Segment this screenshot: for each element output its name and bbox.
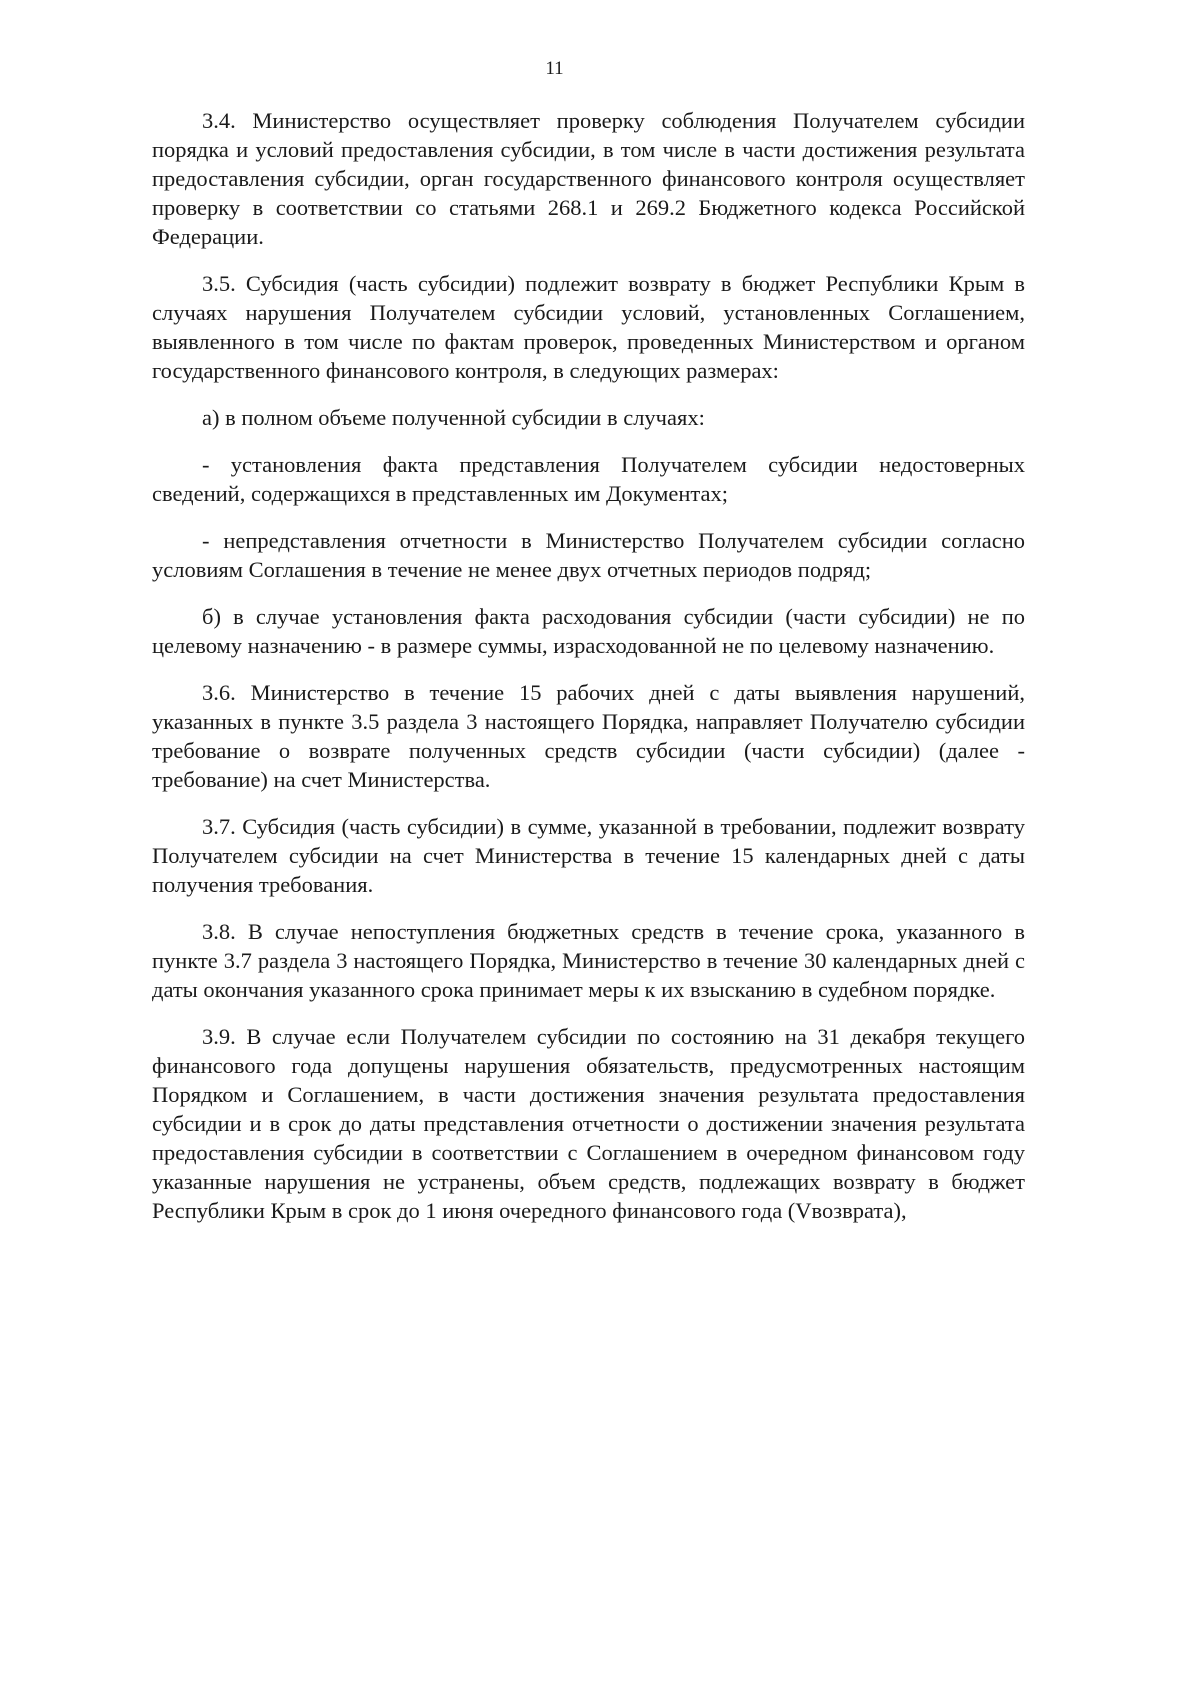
paragraph-3-8: 3.8. В случае непоступления бюджетных средств в течение срока, указанного в пункте 3.7 раздела 3 настоящего Порядка, Министерство в течение 30 календарных дней с даты окончания указанного срока принимает меры к их взысканию в судебном порядке. — [152, 919, 1025, 1002]
list-item-false-info: - установления факта представления Получателем субсидии недостоверных сведений, содержащихся в представленных им Документах; — [152, 452, 1025, 506]
paragraph-3-9: 3.9. В случае если Получателем субсидии по состоянию на 31 декабря текущего финансового года допущены нарушения обязательств, предусмотренных настоящим Порядком и Соглашением, в части достижения значения результата предоставления субсидии и в срок до даты представления отчетности о достижении значения результата предоставления субсидии в соответствии с Соглашением в очередном финансовом году указанные нарушения не устранены, объем средств, подлежащих возврату в бюджет Республики Крым в срок до 1 июня очередного финансового года (Vвозврата), — [152, 1024, 1025, 1223]
paragraph-3-5-b: б) в случае установления факта расходования субсидии (части субсидии) не по целевому назначению - в размере суммы, израсходованной не по целевому назначению. — [152, 604, 1025, 658]
paragraph-3-5-a: а) в полном объеме полученной субсидии в случаях: — [202, 405, 705, 430]
list-item-no-reporting: - непредставления отчетности в Министерство Получателем субсидии согласно условиям Соглашения в течение не менее двух отчетных периодов подряд; — [152, 528, 1025, 582]
paragraph-3-4: 3.4. Министерство осуществляет проверку соблюдения Получателем субсидии порядка и условий предоставления субсидии, в том числе в части достижения результата предоставления субсидии, орган государственного финансового контроля осуществляет проверку в соответствии со статьями 268.1 и 269.2 Бюджетного кодекса Российской Федерации. — [152, 108, 1025, 249]
page-number: 11 — [545, 58, 564, 79]
paragraph-3-5: 3.5. Субсидия (часть субсидии) подлежит возврату в бюджет Республики Крым в случаях нарушения Получателем субсидии условий, установленных Соглашением, выявленного в том числе по фактам проверок, проведенных Министерством и органом государственного финансового контроля, в следующих размерах: — [152, 271, 1025, 383]
paragraph-3-7: 3.7. Субсидия (часть субсидии) в сумме, указанной в требовании, подлежит возврату Получателем субсидии на счет Министерства в течение 15 календарных дней с даты получения требования. — [152, 814, 1025, 897]
paragraph-3-6: 3.6. Министерство в течение 15 рабочих дней с даты выявления нарушений, указанных в пункте 3.5 раздела 3 настоящего Порядка, направляет Получателю субсидии требование о возврате полученных средств субсидии (части субсидии) (далее - требование) на счет Министерства. — [152, 680, 1025, 792]
document-body — [152, 106, 1025, 1225]
